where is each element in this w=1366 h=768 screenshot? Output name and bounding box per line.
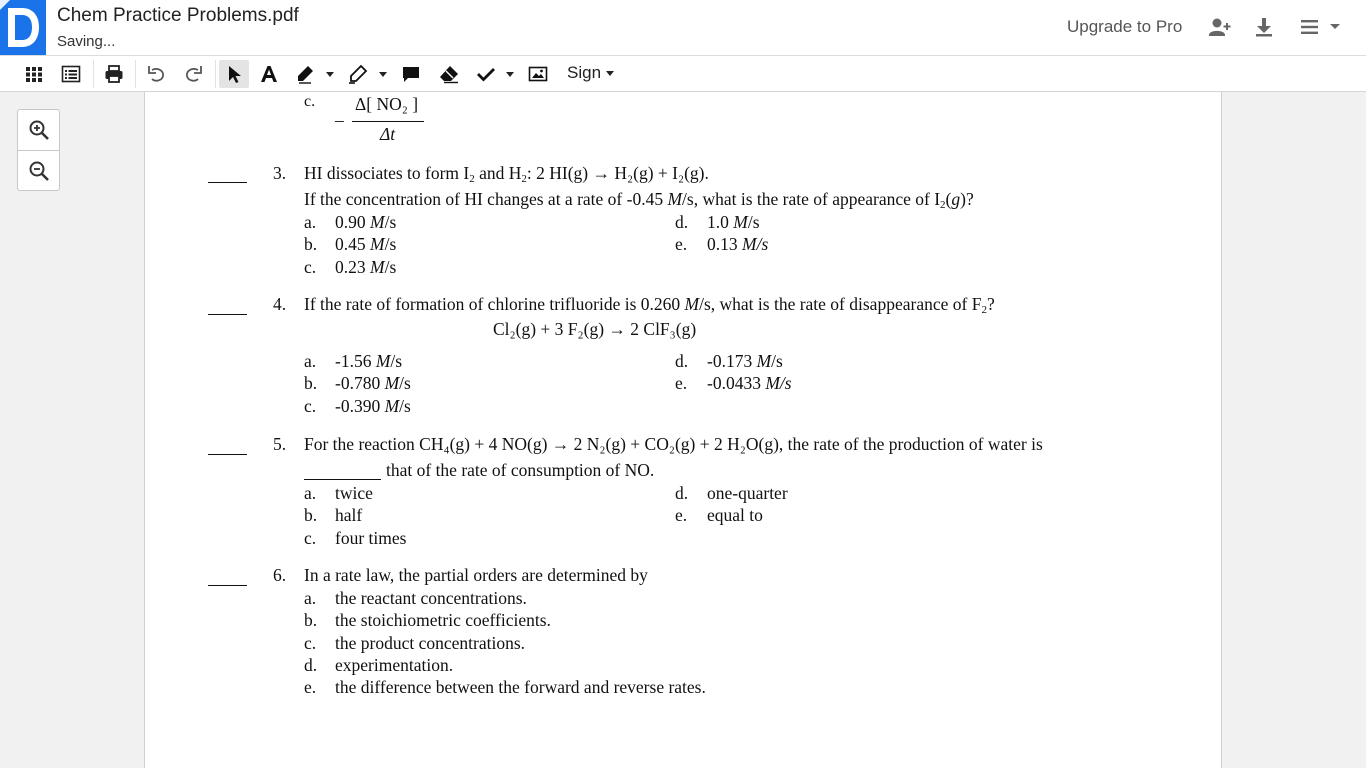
- q4-option-a: a. -1.56 M/s: [304, 351, 403, 371]
- q6-option-b: b. the stoichiometric coefficients.: [304, 610, 551, 630]
- print-icon[interactable]: [101, 60, 127, 88]
- pen-dropdown-chevron-icon[interactable]: [326, 72, 334, 77]
- undo-icon[interactable]: [143, 60, 169, 88]
- text-tool-icon[interactable]: [256, 60, 282, 88]
- pdf-page[interactable]: [144, 92, 1222, 768]
- logo-d-icon: [0, 0, 46, 55]
- q4-option-d: d. -0.173 M/s: [675, 351, 783, 371]
- q6-option-d: d. experimentation.: [304, 655, 454, 675]
- q5-number: 5.: [273, 434, 287, 454]
- thumbnails-grid-icon[interactable]: [21, 60, 47, 88]
- document-title[interactable]: Chem Practice Problems.pdf: [57, 5, 299, 26]
- share-add-user-icon[interactable]: [1207, 14, 1233, 40]
- zoom-in-button[interactable]: [18, 110, 59, 150]
- q5-option-a: a. twice: [304, 483, 373, 503]
- q2-fraction-denominator: Δt: [380, 124, 396, 144]
- toolbar-divider: [215, 60, 216, 88]
- q5-option-d: d. one-quarter: [675, 483, 788, 503]
- q6-stem-line1: In a rate law, the partial orders are determined by: [304, 565, 648, 585]
- q5-stem-line1: For the reaction CH₄(g) + 4 NO(g) → 2 N₂(g) + CO₂(g) + 2 H₂O(g), the rate of the production of water is: [304, 434, 1043, 454]
- q2-option-letter-c: c.: [304, 93, 316, 110]
- q6-option-e: e. the difference between the forward and reverse rates.: [304, 677, 706, 697]
- q5-option-e: e. equal to: [675, 505, 763, 525]
- app-logo[interactable]: [0, 0, 46, 55]
- zoom-out-icon: [28, 160, 50, 182]
- q4-answer-blank[interactable]: [208, 314, 247, 315]
- pen-draw-icon[interactable]: [292, 60, 318, 88]
- q2-fraction-numerator: Δ[ NO₂ ]: [355, 94, 419, 114]
- comment-icon[interactable]: [398, 60, 424, 88]
- q3-number: 3.: [273, 163, 287, 183]
- q5-stem-line2: that of the rate of consumption of NO.: [386, 460, 655, 480]
- stamp-dropdown-chevron-icon[interactable]: [506, 72, 514, 77]
- zoom-out-button[interactable]: [18, 151, 59, 191]
- save-status: Saving...: [57, 33, 116, 50]
- upgrade-to-pro-link[interactable]: Upgrade to Pro: [1067, 17, 1183, 36]
- q3-answer-blank[interactable]: [208, 182, 247, 183]
- q2-fraction-bar: [352, 121, 424, 122]
- outline-list-icon[interactable]: [58, 60, 84, 88]
- q3-stem-line1: HI dissociates to form $I_2$ and $H_2$: 2 HI(g) → H₂(g) + I₂(g).: [304, 163, 709, 185]
- q3-option-b: b. 0.45 M/s: [304, 234, 397, 254]
- q6-answer-blank[interactable]: [208, 585, 247, 586]
- select-cursor-icon[interactable]: [219, 60, 249, 88]
- q6-number: 6.: [273, 565, 287, 585]
- eraser-icon[interactable]: [436, 60, 462, 88]
- q3-option-e: e. 0.13 M/s: [675, 234, 769, 254]
- insert-image-icon[interactable]: [525, 60, 551, 88]
- q6-option-c: c. the product concentrations.: [304, 633, 526, 653]
- q5-answer-blank[interactable]: [208, 454, 247, 455]
- checkmark-stamp-icon[interactable]: [473, 60, 499, 88]
- zoom-controls: [17, 109, 60, 191]
- toolbar-divider: [93, 60, 94, 88]
- redo-icon[interactable]: [181, 60, 207, 88]
- q3-option-a: a. 0.90 M/s: [304, 212, 397, 232]
- download-icon[interactable]: [1251, 14, 1277, 40]
- q3-option-c: c. 0.23 M/s: [304, 257, 397, 277]
- q4-number: 4.: [273, 294, 287, 314]
- q5-fill-in-line: [304, 479, 381, 480]
- sign-menu-button[interactable]: Sign: [567, 63, 602, 82]
- highlighter-dropdown-chevron-icon[interactable]: [379, 72, 387, 77]
- q4-option-c: c. -0.390 M/s: [304, 396, 411, 416]
- editor-toolbar: [0, 56, 1366, 92]
- q2-minus-sign: –: [335, 110, 344, 130]
- q6-option-a: a. the reactant concentrations.: [304, 588, 527, 608]
- q4-option-b: b. -0.780 M/s: [304, 373, 411, 393]
- app-header: [0, 0, 1366, 56]
- highlighter-icon[interactable]: [345, 60, 371, 88]
- q3-stem-line2: If the concentration of HI changes at a rate of -0.45 M/s, what is the rate of appearance of $I_2(g)$?: [304, 189, 974, 211]
- q5-option-c: c. four times: [304, 528, 407, 548]
- q4-stem-line1: If the rate of formation of chlorine trifluoride is 0.260 M/s, what is the rate of disappearance of $F_2$?: [304, 294, 995, 316]
- main-menu-icon[interactable]: [1297, 14, 1343, 40]
- toolbar-divider: [135, 60, 136, 88]
- zoom-in-icon: [28, 119, 50, 141]
- q4-equation: Cl₂(g) + 3 F₂(g) → 2 ClF₃(g): [493, 319, 697, 339]
- q4-option-e: e. -0.0433 M/s: [675, 373, 792, 393]
- q5-option-b: b. half: [304, 505, 363, 525]
- sign-dropdown-chevron-icon[interactable]: [606, 71, 614, 76]
- q3-option-d: d. 1.0 M/s: [675, 212, 760, 232]
